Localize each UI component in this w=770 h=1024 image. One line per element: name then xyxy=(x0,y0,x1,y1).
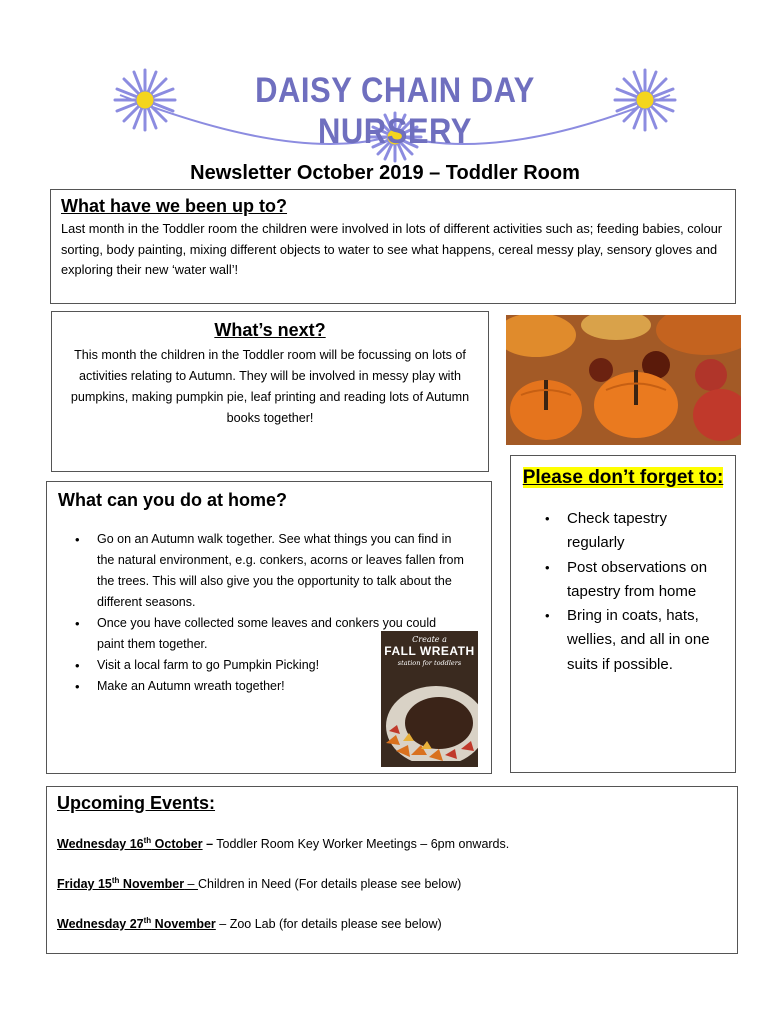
section-next-body: This month the children in the Toddler room will be focussing on lots of activities relating to Autumn. They will be involved in messy play with pumpkins, making pumpkin pie, leaf printing and reading lots of Autumn books together! xyxy=(70,348,470,425)
event-description: Children in Need (For details please see below) xyxy=(197,877,462,891)
event-item xyxy=(57,916,727,932)
section-next-heading: What’s next? xyxy=(214,320,326,340)
event-month: November xyxy=(119,877,185,891)
event-description: Zoo Lab (for details please see below) xyxy=(226,917,442,931)
list-item: • Once you have collected some leaves and conkers you could paint them together. xyxy=(97,613,442,655)
list-item: • Make an Autumn wreath together! xyxy=(97,676,467,697)
forget-list xyxy=(511,507,723,677)
page-title: Newsletter October 2019 – Toddler Room xyxy=(190,162,580,184)
autumn-pumpkin-image xyxy=(506,315,741,445)
nursery-name: DAISY CHAIN DAY NURSERY xyxy=(255,69,535,152)
wreath-caption-sub: station for toddlers xyxy=(397,659,462,667)
events-heading: Upcoming Events: xyxy=(57,793,216,813)
event-month: October xyxy=(151,837,203,851)
event-separator: – xyxy=(184,877,198,891)
event-item xyxy=(57,876,727,892)
event-item xyxy=(57,836,727,852)
section-next xyxy=(51,311,489,472)
event-month: November xyxy=(151,917,216,931)
section-home-heading: What can you do at home? xyxy=(58,490,288,510)
list-item: • Go on an Autumn walk together. See what things you can find in the natural environment, e.g. conkers, acorns or leaves fallen from the trees. This will also give you the opportunity to talk about the different seasons. xyxy=(97,529,467,613)
section-up-to-body: Last month in the Toddler room the children were involved in lots of different activities such as; feeding babies, colour sorting, body painting, mixing different objects to water to see what happens, cereal messy play, sensory gloves and exploring their new ‘water wall’! xyxy=(61,221,723,277)
list-item: • Visit a local farm to go Pumpkin Picking! xyxy=(97,655,467,676)
wreath-caption-big: FALL WREATH xyxy=(384,644,475,658)
wreath-caption-small: Create a xyxy=(412,635,447,644)
event-separator: – xyxy=(215,917,227,931)
forget-heading-text: Please don’t forget to: xyxy=(522,467,724,488)
list-item: • Check tapestry regularly xyxy=(567,507,723,556)
daisy-left-icon xyxy=(115,70,175,130)
list-item: • Bring in coats, hats, wellies, and all in one suits if possible. xyxy=(567,604,723,677)
section-forget xyxy=(510,455,736,773)
fall-wreath-image xyxy=(381,631,478,767)
list-item: • Post observations on tapestry from home xyxy=(567,556,723,605)
section-forget-heading xyxy=(511,462,735,493)
event-description: Toddler Room Key Worker Meetings – 6pm onwards. xyxy=(213,837,510,851)
event-ordinal: th xyxy=(111,875,120,885)
section-events xyxy=(46,786,738,954)
nursery-logo xyxy=(100,55,690,165)
event-day: Wednesday 27 xyxy=(57,917,144,931)
event-day: Wednesday 16 xyxy=(57,837,144,851)
event-day: Friday 15 xyxy=(57,877,112,891)
section-up-to xyxy=(50,189,736,304)
daisy-right-icon xyxy=(615,70,675,130)
event-ordinal: th xyxy=(143,915,152,925)
event-ordinal: th xyxy=(143,835,152,845)
section-up-to-heading: What have we been up to? xyxy=(61,196,288,216)
event-separator: – xyxy=(202,837,214,851)
